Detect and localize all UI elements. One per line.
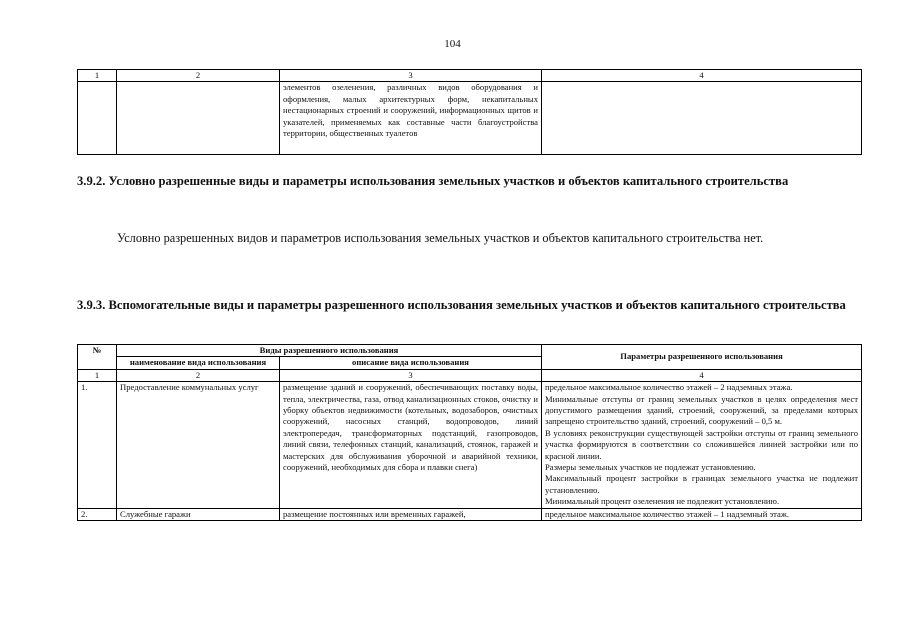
index-cell-1: 1 — [78, 369, 117, 381]
param-line: предельное максимальное количество этажей – 2 надземных этажа. — [545, 382, 793, 393]
index-cell-3: 3 — [280, 369, 542, 381]
row-name: Предоставление коммунальных услуг — [117, 382, 280, 508]
table-index-row — [78, 70, 862, 82]
table-row — [78, 508, 862, 520]
table-cell — [542, 82, 862, 155]
table-cell — [78, 82, 117, 155]
section-paragraph: Условно разрешенных видов и параметров использования земельных участков и объектов капитального строительства нет. — [117, 231, 764, 245]
index-cell-2: 2 — [117, 70, 280, 82]
row-number: 1. — [78, 382, 117, 508]
col-desc-header: описание вида использования — [280, 357, 542, 369]
col-name-header: наименование вида использования — [117, 357, 280, 369]
param-line: предельное максимальное количество этажей – 1 надземный этаж. — [545, 508, 789, 519]
param-line: Максимальный процент застройки в границах земельного участка не подлежит установлению. — [545, 473, 859, 495]
row-description: элементов озеленения, различных видов оборудования и оформления, малых архитектурных форм, некапитальных нестационарных строений и сооружений, информационных щитов и указателей, применяемых как составные части благоустройства территории, общественных туалетов — [280, 82, 542, 155]
continuation-table — [77, 69, 862, 155]
row-name: Служебные гаражи — [117, 508, 280, 520]
table-row — [78, 382, 862, 508]
param-line: Минимальные отступы от границ земельных участков в целях определения мест допустимого размещения зданий, строений, сооружений, за пределами которых запрещено строительство зданий, строений, сооружений – 0,5 м. — [545, 393, 859, 427]
table-cell — [117, 82, 280, 155]
row-params — [542, 508, 862, 520]
row-number: 2. — [78, 508, 117, 520]
col-params-header: Параметры разрешенного использования — [542, 345, 862, 370]
row-description: размещение зданий и сооружений, обеспечивающих поставку воды, тепла, электричества, газа, отвод канализационных стоков, очистку и уборку объектов недвижимости (котельных, водозаборов, очистных сооружений, насосных станций, водопроводов, линий электропередач, трансформаторных подстанций, газопроводов, линий связи, телефонных станций, канализаций, стоянок, гаражей и мастерских для обслуживания уборочной и аварийной техники, сооружений, необходимых для сбора и плавки снега) — [280, 382, 542, 508]
page-number: 104 — [444, 38, 461, 50]
index-cell-2: 2 — [117, 369, 280, 381]
index-cell-4: 4 — [542, 70, 862, 82]
table-index-row — [78, 369, 862, 381]
table-row — [78, 82, 862, 155]
row-description: размещение постоянных или временных гаражей, — [280, 508, 542, 520]
auxiliary-uses-table — [77, 344, 862, 521]
section-heading-3-9-2: 3.9.2. Условно разрешенные виды и параметры использования земельных участков и объектов капитального строительства — [77, 174, 789, 188]
index-cell-1: 1 — [78, 70, 117, 82]
table-header-row — [78, 345, 862, 357]
index-cell-3: 3 — [280, 70, 542, 82]
index-cell-4: 4 — [542, 369, 862, 381]
row-params — [542, 382, 862, 508]
param-line: Размеры земельных участков не подлежат установлению. — [545, 462, 756, 473]
section-heading-3-9-3: 3.9.3. Вспомогательные виды и параметры разрешенного использования земельных участков и объектов капитального строительства — [77, 298, 846, 312]
group-header: Виды разрешенного использования — [117, 345, 542, 357]
param-line: Минимальный процент озеленения не подлежит установлению. — [545, 496, 780, 507]
col-num-header: № — [78, 345, 117, 370]
param-line: В условиях реконструкции существующей застройки отступы от границ земельного участка формируются в соответствии со сложившейся линией застройки или по красной линии. — [545, 427, 859, 461]
